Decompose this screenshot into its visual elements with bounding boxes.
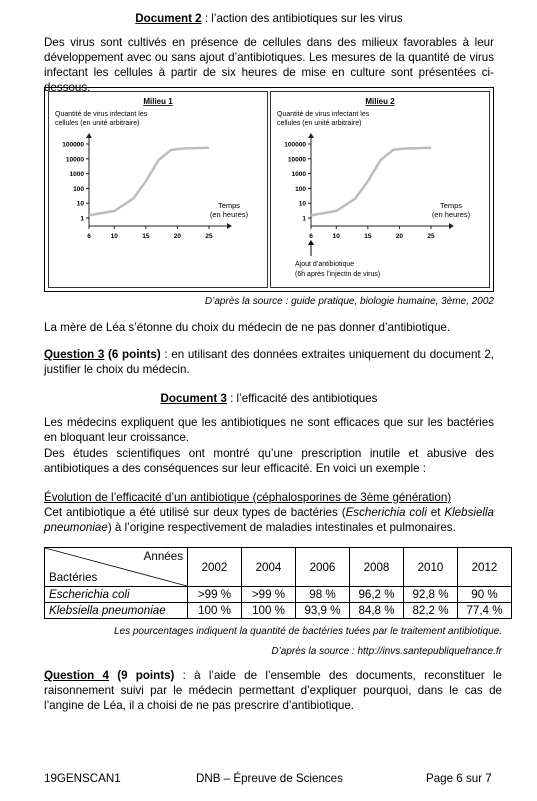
year-header: 2012 — [458, 548, 512, 587]
footer-page: Page 6 sur 7 — [426, 772, 492, 785]
table-cell: 96,2 % — [350, 587, 404, 603]
year-header: 2002 — [188, 548, 242, 587]
doc3-source: D’après la source : http://invs.santepubliquefrance.fr — [271, 646, 502, 657]
y-tick-label: 1000 — [291, 171, 306, 179]
doc3-title: Document 3 : l’efficacité des antibiotiques — [160, 392, 378, 405]
series-line — [89, 148, 209, 216]
y-axis-label: cellules (en unité arbitraire) — [55, 120, 140, 127]
doc2-figure — [44, 87, 494, 292]
doc2-paragraph: Des virus sont cultivés en présence de cellules dans des milieux favorables à leur développement avec ou sans ajout d’antibiotiques. Les mesures de la quantité de virus infectant les cellules à partir de six heures de mise en culture sont présentées ci-dessous. — [44, 36, 494, 94]
y-tick-label: 1 — [80, 215, 84, 223]
y-axis-label: cellules (en unité arbitraire) — [277, 120, 362, 127]
y-tick-label: 1 — [302, 215, 306, 223]
table-cell: 92,8 % — [404, 587, 458, 603]
chart-title: Milieu 2 — [365, 97, 395, 106]
question-3: Question 3 (6 points) : en utilisant des données extraites uniquement du document 2, justifier le choix du médecin. — [44, 348, 494, 376]
table-cell: 82,2 % — [404, 603, 458, 619]
doc3-note: Les pourcentages indiquent la quantité de bactéries tuées par le traitement antibiotique. — [113, 626, 502, 637]
y-axis-label: Quantité de virus infectant les — [277, 111, 370, 118]
chart-milieu-2 — [271, 92, 489, 287]
doc3-paragraph-1: Les médecins expliquent que les antibiotiques ne sont efficaces que sur les bactéries en bloquant leur croissance. — [44, 416, 494, 444]
efficacy-table — [44, 547, 512, 619]
doc3-subtitle: Évolution de l’efficacité d’un antibiotique (céphalosporines de 3ème génération) — [44, 491, 452, 504]
doc3-paragraph-2: Des études scientifiques ont montré qu’une prescription inutile et abusive des antibiotiques a des conséquences sur leur efficacité. En voici un exemple : — [44, 447, 494, 475]
y-tick-label: 1000 — [69, 171, 84, 179]
x-tick-label: 15 — [142, 233, 150, 240]
chart-panel-milieu-2 — [270, 91, 490, 288]
annotation-text: Ajout d’antibiotique — [295, 261, 355, 268]
table-row — [45, 603, 512, 619]
bacteria-name: Klebsiella pneumoniae — [45, 603, 188, 619]
y-axis-arrow — [86, 133, 92, 138]
bacteria-name: Escherichia coli — [45, 587, 188, 603]
y-axis-arrow — [308, 133, 314, 138]
x-tick-label: 10 — [110, 233, 118, 240]
x-tick-label: 25 — [427, 233, 435, 240]
year-header: 2004 — [242, 548, 296, 587]
chart-panel-milieu-1 — [48, 91, 268, 288]
x-tick-label: 6 — [87, 233, 91, 240]
table-cell: 100 % — [188, 603, 242, 619]
y-axis-label: Quantité de virus infectant les — [55, 111, 148, 118]
x-tick-label: 15 — [364, 233, 372, 240]
x-axis-label: (en heures) — [209, 210, 249, 219]
x-axis-arrow — [227, 223, 232, 229]
chart-milieu-1 — [49, 92, 267, 287]
question-4: Question 4 (9 points) : à l’aide de l’ensemble des documents, reconstituer le raisonnement suivi par le médecin permettant d’expliquer pourquoi, dans le cas de l’angine de Léa, il a choisi de ne pas prescrire d’antibiotique. — [44, 669, 502, 712]
table-corner-cell: Années Bactéries — [45, 548, 188, 587]
doc2-source: D’après la source : guide pratique, biologie humaine, 3ème, 2002 — [204, 296, 494, 307]
series-line — [311, 148, 431, 216]
x-axis-arrow — [449, 223, 454, 229]
question-intro: La mère de Léa s’étonne du choix du médecin de ne pas donner d’antibiotique. — [44, 321, 451, 334]
table-cell: 98 % — [296, 587, 350, 603]
table-cell: >99 % — [188, 587, 242, 603]
table-cell: 84,8 % — [350, 603, 404, 619]
x-axis-label: Temps — [439, 201, 463, 210]
table-header-row — [45, 548, 512, 587]
table-cell: 100 % — [242, 603, 296, 619]
table-cell: 93,9 % — [296, 603, 350, 619]
x-tick-label: 20 — [173, 233, 182, 240]
annotation-arrowhead — [308, 240, 314, 245]
y-tick-label: 10000 — [65, 156, 84, 164]
x-axis-label: (en heures) — [431, 210, 471, 219]
year-header: 2010 — [404, 548, 458, 587]
footer-code: 19GENSCAN1 — [44, 772, 121, 785]
footer-title: DNB – Épreuve de Sciences — [196, 772, 343, 785]
table-cell: 77,4 % — [458, 603, 512, 619]
annotation-text: (6h après l’injectin de virus) — [295, 271, 381, 278]
table-cell: >99 % — [242, 587, 296, 603]
y-tick-label: 100 — [73, 185, 84, 193]
table-row — [45, 587, 512, 603]
y-tick-label: 10 — [298, 200, 306, 208]
y-tick-label: 100 — [295, 185, 306, 193]
y-tick-label: 100000 — [62, 141, 84, 149]
year-header: 2006 — [296, 548, 350, 587]
x-tick-label: 20 — [395, 233, 404, 240]
x-tick-label: 6 — [309, 233, 313, 240]
y-tick-label: 10 — [76, 200, 84, 208]
year-header: 2008 — [350, 548, 404, 587]
x-axis-label: Temps — [217, 201, 241, 210]
doc2-title: Document 2 : l’action des antibiotiques sur les virus — [135, 12, 403, 25]
y-tick-label: 10000 — [287, 156, 306, 164]
table-cell: 90 % — [458, 587, 512, 603]
chart-title: Milieu 1 — [143, 97, 173, 106]
y-tick-label: 100000 — [284, 141, 306, 149]
doc3-paragraph-3: Cet antibiotique a été utilisé sur deux types de bactéries (Escherichia coli et Klebsiella pneumoniae) à l’origine respectivement de maladies intestinales et pulmonaires. — [44, 506, 494, 534]
x-tick-label: 10 — [332, 233, 340, 240]
x-tick-label: 25 — [205, 233, 213, 240]
